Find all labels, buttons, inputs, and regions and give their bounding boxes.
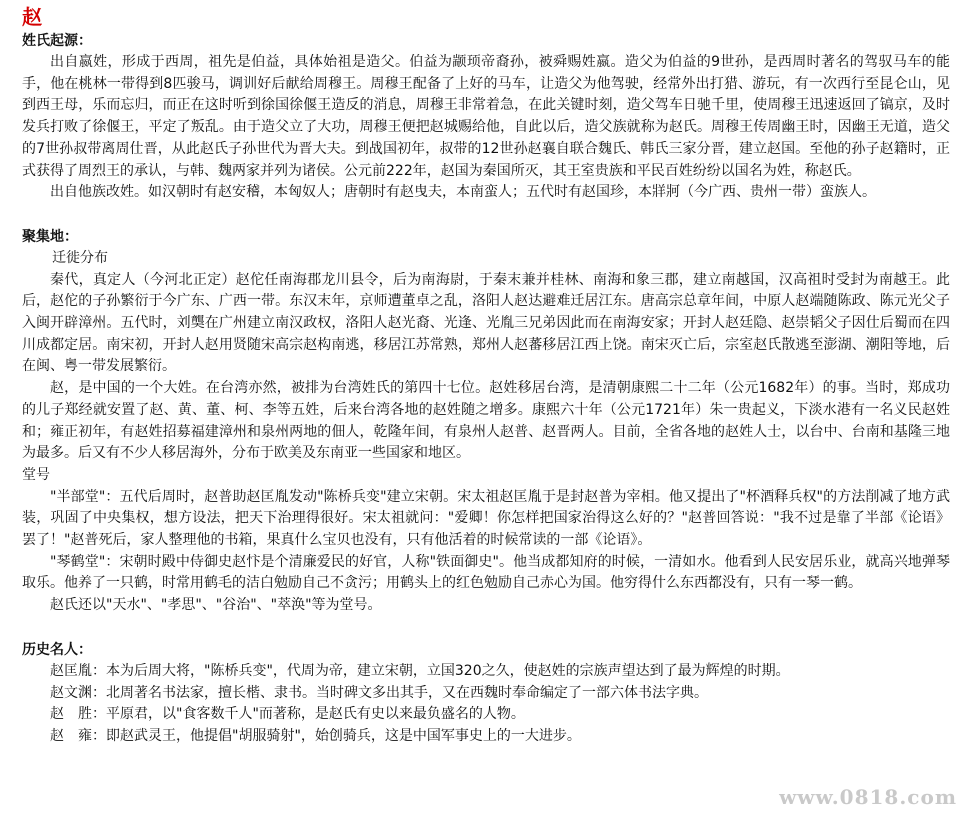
migration-paragraph-2: 赵，是中国的一个大姓。在台湾亦然，被排为台湾姓氏的第四十七位。赵姓移居台湾，是清朝康熙二十二年（公元1682年）的事。当时，郑成功的儿子郑经就安置了赵、黄、董、柯、李等五姓，后来台湾各地的赵姓随之增多。康熙六十年（公元1721年）朱一贵起义，下淡水港有一名义民赵姓和；雍正初年，有赵姓招募福建漳州和泉州两地的佃人，乾隆年间，有泉州人赵普、赵晋两人。目前，全省各地的赵姓人士，以台中、台南和基隆三地为最多。后又有不少人移居海外，分布于欧美及东南亚一些国家和地区。	[22, 380, 950, 462]
migration-subheading: 迁徙分布	[52, 249, 108, 266]
origin-paragraph-2: 出自他族改姓。如汉朝时有赵安稽，本匈奴人；唐朝时有赵曳夫，本南蛮人；五代时有赵国珍，本牂牁（今广西、贵州一带）蛮族人。	[50, 184, 876, 201]
famous-person-2: 赵文渊：北周著名书法家，擅长楷、隶书。当时碑文多出其手，又在西魏时奉命编定了一部六体书法字典。	[50, 684, 708, 701]
famous-people-heading: 历史名人：	[22, 641, 92, 658]
famous-person-3: 赵 胜：平原君，以"食客数千人"而著称，是赵氏有史以来最负盛名的人物。	[50, 706, 525, 723]
hall-name-paragraph-1: "半部堂"：五代后周时，赵普助赵匡胤发动"陈桥兵变"建立宋朝。宋太祖赵匡胤于是封赵普为宰相。他又提出了"杯酒释兵权"的方法削减了地方武装，巩固了中央集权，想方设法，把天下治理得很好。宋太祖就问："爱卿！你怎样把国家治得这么好的？"赵普回答说："我不过是靠了半部《论语》罢了！"赵普死后，家人整理他的书箱，果真什么宝贝也没有，只有他活着的时候常读的一部《论语》。	[22, 488, 950, 549]
surname-title: 赵	[22, 5, 42, 29]
settlement-heading: 聚集地：	[22, 228, 78, 245]
hall-name-heading: 堂号	[22, 466, 50, 483]
article	[22, 4, 950, 748]
famous-person-4: 赵 雍：即赵武灵王，他提倡"胡服骑射"，始创骑兵，这是中国军事史上的一大进步。	[50, 727, 581, 744]
origin-heading: 姓氏起源：	[22, 33, 92, 49]
hall-name-paragraph-3: 赵氏还以"天水"、"孝思"、"谷治"、"萃涣"等为堂号。	[50, 597, 382, 614]
famous-person-1: 赵匡胤：本为后周大将，"陈桥兵变"，代周为帝，建立宋朝，立国320之久，使赵姓的宗族声望达到了最为辉煌的时期。	[50, 662, 790, 679]
migration-paragraph-1: 秦代，真定人（今河北正定）赵佗任南海郡龙川县令，后为南海尉，于秦末兼并桂林、南海和象三郡，建立南越国，汉高祖时受封为南越王。此后，赵佗的子孙繁衍于今广东、广西一带。东汉末年，京师遭董卓之乱，洛阳人赵达避难迁居江东。唐高宗总章年间，中原人赵端随陈政、陈元光父子入闽开辟漳州。五代时，刘龑在广州建立南汉政权，洛阳人赵光裔、光逢、光胤三兄弟因此而在南海安家；开封人赵廷隐、赵崇韬父子因仕后蜀而在四川成都定居。南宋初，开封人赵用贤随宋高宗赵构南逃，移居江苏常熟，郑州人赵蕃移居江西上饶。南宋灭亡后，宗室赵氏散逃至澎湖、潮阳等地，后在闽、粤一带发展繁衍。	[22, 271, 950, 375]
site-watermark: www.0818.com	[779, 785, 957, 809]
hall-name-paragraph-2: "琴鹤堂"：宋朝时殿中侍御史赵忭是个清廉爱民的好官，人称"铁面御史"。他当成都知府的时候，一清如水。他看到人民安居乐业，就高兴地弹琴取乐。他养了一只鹤，时常用鹤毛的洁白勉励自己不贪污；用鹤头上的红色勉励自己赤心为国。他穷得什么东西都没有，只有一琴一鹤。	[22, 553, 950, 592]
origin-paragraph-1: 出自嬴姓，形成于西周，祖先是伯益，具体始祖是造父。伯益为颛顼帝裔孙，被舜赐姓嬴。造父为伯益的9世孙，是西周时著名的驾驭马车的能手，他在桃林一带得到8匹骏马，调训好后献给周穆王。周穆王配备了上好的马车，让造父为他驾驶，经常外出打猎、游玩，有一次西行至昆仑山，见到西王母，乐而忘归，而正在这时听到徐国徐偃王造反的消息，周穆王非常着急，在此关键时刻，造父驾车日驰千里，使周穆王迅速返回了镐京，及时发兵打败了徐偃王，平定了叛乱。由于造父立了大功，周穆王便把赵城赐给他，自此以后，造父族就称为赵氏。周穆王传周幽王时，因幽王无道，造父的7世孙叔带离周仕晋，从此赵氏子孙世代为晋大夫。到战国初年，叔带的12世孙赵襄自联合魏氏、韩氏三家分晋，建立赵国。至他的孙子赵籍时，正式获得了周烈王的承认，与韩、魏两家并列为诸侯。公元前222年，赵国为秦国所灭，其王室贵族和平民百姓纷纷以国名为姓，称赵氏。	[22, 54, 950, 179]
